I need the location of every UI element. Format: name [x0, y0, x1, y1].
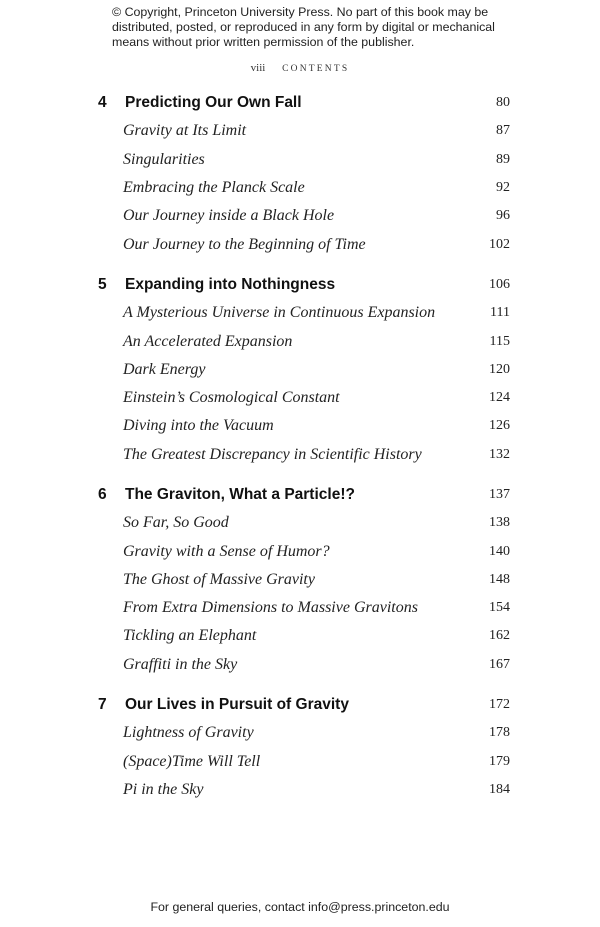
section-title: Our Journey to the Beginning of Time — [123, 235, 366, 253]
page-number: 96 — [496, 208, 510, 224]
section-title: Lightness of Gravity — [123, 724, 254, 742]
toc-section-entry[interactable] — [96, 146, 510, 174]
page-number: 140 — [489, 543, 510, 559]
page-number: 124 — [489, 390, 510, 406]
page-number: 80 — [496, 95, 510, 111]
running-head-title: CONTENTS — [282, 64, 350, 74]
page-number: 167 — [489, 656, 510, 672]
section-title: Dark Energy — [123, 360, 206, 378]
section-title: Graffiti in the Sky — [123, 655, 238, 673]
page-number: 102 — [489, 236, 510, 252]
section-title: (Space)Time Will Tell — [123, 752, 261, 770]
toc-section-entry[interactable] — [96, 230, 510, 258]
section-title: From Extra Dimensions to Massive Gravitons — [123, 599, 418, 617]
section-title: Gravity at Its Limit — [123, 122, 247, 140]
section-title: Our Journey inside a Black Hole — [123, 207, 335, 225]
section-title: Diving into the Vacuum — [123, 417, 274, 435]
page-number: 87 — [496, 123, 510, 139]
page-number: 179 — [489, 753, 510, 769]
section-title: Gravity with a Sense of Humor? — [123, 542, 330, 560]
toc-section-entry[interactable] — [96, 384, 510, 412]
toc-chapter-entry[interactable] — [96, 271, 510, 299]
toc-section-entry[interactable] — [96, 117, 510, 145]
toc-section-entry[interactable] — [96, 748, 510, 776]
toc-section-entry[interactable] — [96, 719, 510, 747]
page-folio: viii — [250, 62, 266, 74]
toc-section-entry[interactable] — [96, 202, 510, 230]
section-title: The Ghost of Massive Gravity — [123, 570, 315, 588]
toc-section-entry[interactable] — [96, 651, 510, 679]
page-number: 138 — [489, 515, 510, 531]
page-number: 132 — [489, 446, 510, 462]
toc-section-entry[interactable] — [96, 299, 510, 327]
chapter-title: Predicting Our Own Fall — [125, 94, 302, 112]
toc-section-entry[interactable] — [96, 412, 510, 440]
page-number: 106 — [489, 276, 510, 292]
chapter-title: Our Lives in Pursuit of Gravity — [125, 696, 349, 714]
chapter-number: 5 — [98, 275, 107, 293]
section-title: Embracing the Planck Scale — [123, 179, 305, 197]
toc-section-entry[interactable] — [96, 594, 510, 622]
section-title: Singularities — [123, 150, 205, 168]
chapter-number: 7 — [98, 696, 107, 714]
page-number: 137 — [489, 487, 510, 502]
chapter-number: 4 — [98, 94, 107, 112]
toc-section-entry[interactable] — [96, 327, 510, 355]
table-of-contents — [96, 89, 510, 804]
toc-section-entry[interactable] — [96, 509, 510, 537]
section-title: Tickling an Elephant — [123, 627, 257, 645]
section-title: Einstein’s Cosmological Constant — [123, 389, 340, 407]
running-head — [0, 62, 600, 74]
section-title: The Greatest Discrepancy in Scientific History — [123, 445, 422, 463]
toc-chapter-entry[interactable] — [96, 481, 510, 509]
section-title: Pi in the Sky — [123, 780, 204, 798]
copyright-notice: © Copyright, Princeton University Press. No part of this book may be distributed, posted, or reproduced in any form by digital or mechanical means without prior written permission of the publisher. — [112, 5, 495, 50]
page-number: 154 — [489, 600, 510, 616]
footer-contact: For general queries, contact info@press.princeton.edu — [150, 900, 450, 914]
page-number: 184 — [489, 781, 510, 797]
page-number: 89 — [496, 151, 510, 167]
section-title: So Far, So Good — [123, 514, 229, 532]
section-title: A Mysterious Universe in Continuous Expansion — [123, 304, 436, 322]
page-number: 162 — [489, 628, 510, 644]
toc-section-entry[interactable] — [96, 776, 510, 804]
chapter-number: 6 — [98, 486, 107, 503]
toc-chapter-entry[interactable] — [96, 89, 510, 117]
page-number: 178 — [489, 725, 510, 741]
page-number: 120 — [489, 361, 510, 377]
page-number: 111 — [490, 305, 510, 321]
page-number: 92 — [496, 180, 510, 196]
page-number: 115 — [489, 333, 510, 349]
section-title: An Accelerated Expansion — [123, 332, 293, 350]
page-number: 126 — [489, 418, 510, 434]
chapter-title: Expanding into Nothingness — [125, 275, 336, 293]
toc-section-entry[interactable] — [96, 174, 510, 202]
toc-section-entry[interactable] — [96, 537, 510, 565]
toc-section-entry[interactable] — [96, 566, 510, 594]
page-number: 172 — [489, 697, 510, 713]
toc-chapter-entry[interactable] — [96, 691, 510, 719]
toc-section-entry[interactable] — [96, 356, 510, 384]
page-number: 148 — [489, 571, 510, 587]
toc-section-entry[interactable] — [96, 441, 510, 469]
chapter-title: The Graviton, What a Particle!? — [125, 486, 355, 503]
toc-section-entry[interactable] — [96, 622, 510, 650]
